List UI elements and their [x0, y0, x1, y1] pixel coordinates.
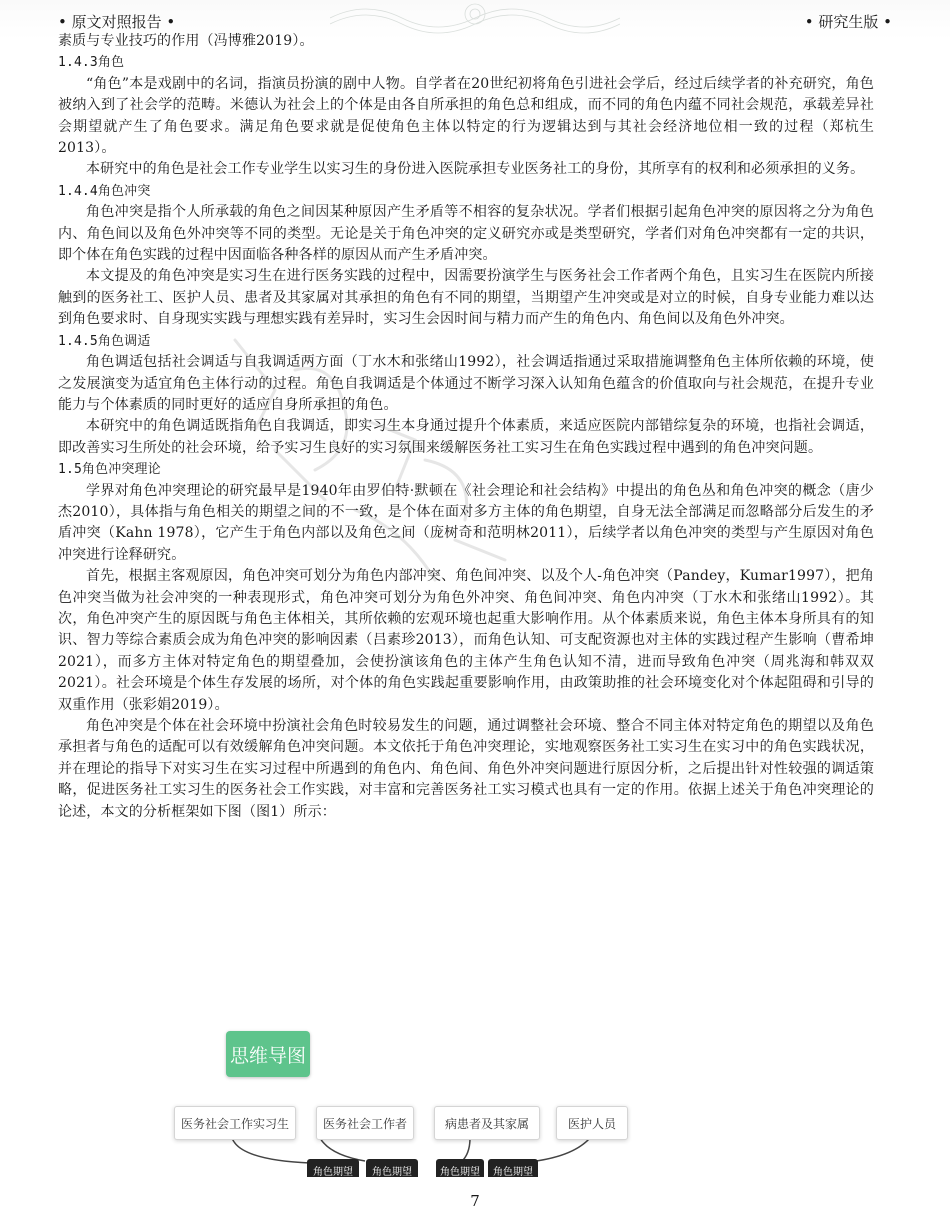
mindmap-figure — [170, 1025, 640, 1177]
section-heading: 1.4.4角色冲突 — [58, 183, 151, 199]
role-expectation-tag: 角色期望 — [366, 1159, 418, 1177]
node-intern: 医务社会工作实习生 — [174, 1106, 296, 1140]
document-body — [58, 31, 874, 823]
paragraph: 学界对角色冲突理论的研究最早是1940年由罗伯特·默顿在《社会理论和社会结构》中提出的角色丛和角色冲突的概念（唐少杰2010），具体指与角色相关的期望之间的不一致，是个体在面对多方主体的角色期望，自身无法全部满足而忽略部分后发生的矛盾冲突（Kahn 1978），它产生于角色内部以及角色之间（庞树奇和范明林2011），后续学者以角色冲突的类型与产生原因对角色冲突进行诠释研究。 — [58, 482, 874, 563]
paragraph: 本研究中的角色是社会工作专业学生以实习生的身份进入医院承担专业医务社工的身份，其所享有的权利和必须承担的义务。 — [86, 161, 865, 178]
paragraph: 本文提及的角色冲突是实习生在进行医务实践的过程中，因需要扮演学生与医务社会工作者两个角色，且实习生在医院内所接触到的医务社工、医护人员、患者及其家属对其承担的角色有不同的期望，当期望产生冲突或是对立的时候，自身专业能力难以达到角色要求时、自身现实实践与理想实践有差异时，实习生会因时间与精力而产生的角色内、角色间以及角色外冲突。 — [58, 268, 874, 328]
paragraph: 角色调适包括社会调适与自我调适两方面（丁水木和张绪山1992），社会调适指通过采取措施调整角色主体所依赖的环境，使之发展演变为适宜角色主体行动的过程。角色自我调适是个体通过不断学习深入认知角色蕴含的价值取向与社会规范，在提升专业能力与个体素质的同时更好的适应自身所承担的角色。 — [58, 354, 874, 413]
page-number: 7 — [470, 1192, 480, 1210]
node-social-worker: 医务社会工作者 — [316, 1106, 414, 1140]
paragraph: 角色冲突是个体在社会环境中扮演社会角色时较易发生的问题，通过调整社会环境、整合不同主体对特定角色的期望以及角色承担者与角色的适配可以有效缓解角色冲突问题。本文依托于角色冲突理论，实地观察医务社工实习生在实习中的角色实践状况，并在理论的指导下对实习生在实习过程中所遇到的角色内、角色间、角色外冲突问题进行原因分析，之后提出针对性较强的调适策略，促进医务社工实习生的医务社会工作实践，对丰富和完善医务社工实习模式也具有一定的作用。依据上述关于角色冲突理论的论述，本文的分析框架如下图（图1）所示： — [58, 718, 874, 820]
report-label: • 原文对照报告 • — [58, 13, 176, 31]
edition-label: • 研究生版 • — [804, 13, 892, 31]
paragraph: 素质与专业技巧的作用（冯博雅2019）。 — [58, 33, 314, 49]
node-medical-staff: 医护人员 — [556, 1106, 628, 1140]
paragraph: 角色冲突是指个人所承载的角色之间因某种原因产生矛盾等不相容的复杂状况。学者们根据引起角色冲突的原因将之分为角色内、角色间以及角色外冲突等不同的类型。无论是关于角色冲突的定义研究亦或是类型研究，学者们对角色冲突都有一定的共识，即个体在角色实践的过程中因面临各种各样的原因从而产生矛盾冲突。 — [58, 204, 874, 264]
role-expectation-tag: 角色期望 — [436, 1159, 484, 1177]
node-patient-family: 病患者及其家属 — [434, 1106, 540, 1140]
mindmap-title: 思维导图 — [226, 1031, 310, 1077]
paragraph: 首先，根据主客观原因，角色冲突可划分为角色内部冲突、角色间冲突、以及个人-角色冲突（Pandey，Kumar1997），把角色冲突当做为社会冲突的一种表现形式，角色冲突可划分为角色外冲突、角色间冲突、角色内冲突（丁水木和张绪山1992）。其次，角色冲突产生的原因既与角色主体相关，其所依赖的宏观环境也起重大影响作用。从个体素质来说，角色主体本身所具有的知识、智力等综合素质会成为角色冲突的影响因素（吕素珍2013），而角色认知、可支配资源也对主体的实践过程产生影响（曹希坤2021），而多方主体对特定角色的期望叠加，会使扮演该角色的主体产生角色认知不清，进而导致角色冲突（周兆海和韩双双2021）。社会环境是个体生存发展的场所，对个体的角色实践起重要影响作用，由政策助推的社会环境变化对个体起阻碍和引导的双重作用（张彩娟2019）。 — [58, 568, 874, 713]
role-expectation-tag: 角色期望 — [488, 1159, 538, 1177]
section-heading: 1.4.5角色调适 — [58, 333, 151, 349]
paragraph: “角色”本是戏剧中的名词，指演员扮演的剧中人物。自学者在20世纪初将角色引进社会学后，经过后续学者的补充研究，角色被纳入到了社会学的范畴。米德认为社会上的个体是由各自所承担的角色总和组成，而不同的角色内蕴不同社会规范，承载差异社会期望就产生了角色要求。满足角色要求就是促使角色主体以特定的行为逻辑达到与其社会经济地位相一致的过程（郑杭生2013）。 — [58, 75, 874, 157]
section-heading: 1.4.3角色 — [58, 55, 125, 71]
role-expectation-tag: 角色期望 — [307, 1159, 359, 1177]
section-heading: 1.5角色冲突理论 — [58, 462, 161, 478]
paragraph: 本研究中的角色调适既指角色自我调适，即实习生本身通过提升个体素质，来适应医院内部错综复杂的环境，也指社会调适，即改善实习生所处的社会环境，给予实习生良好的实习氛围来缓解医务社工实习生在角色实践过程中遇到的角色冲突问题。 — [58, 418, 874, 456]
